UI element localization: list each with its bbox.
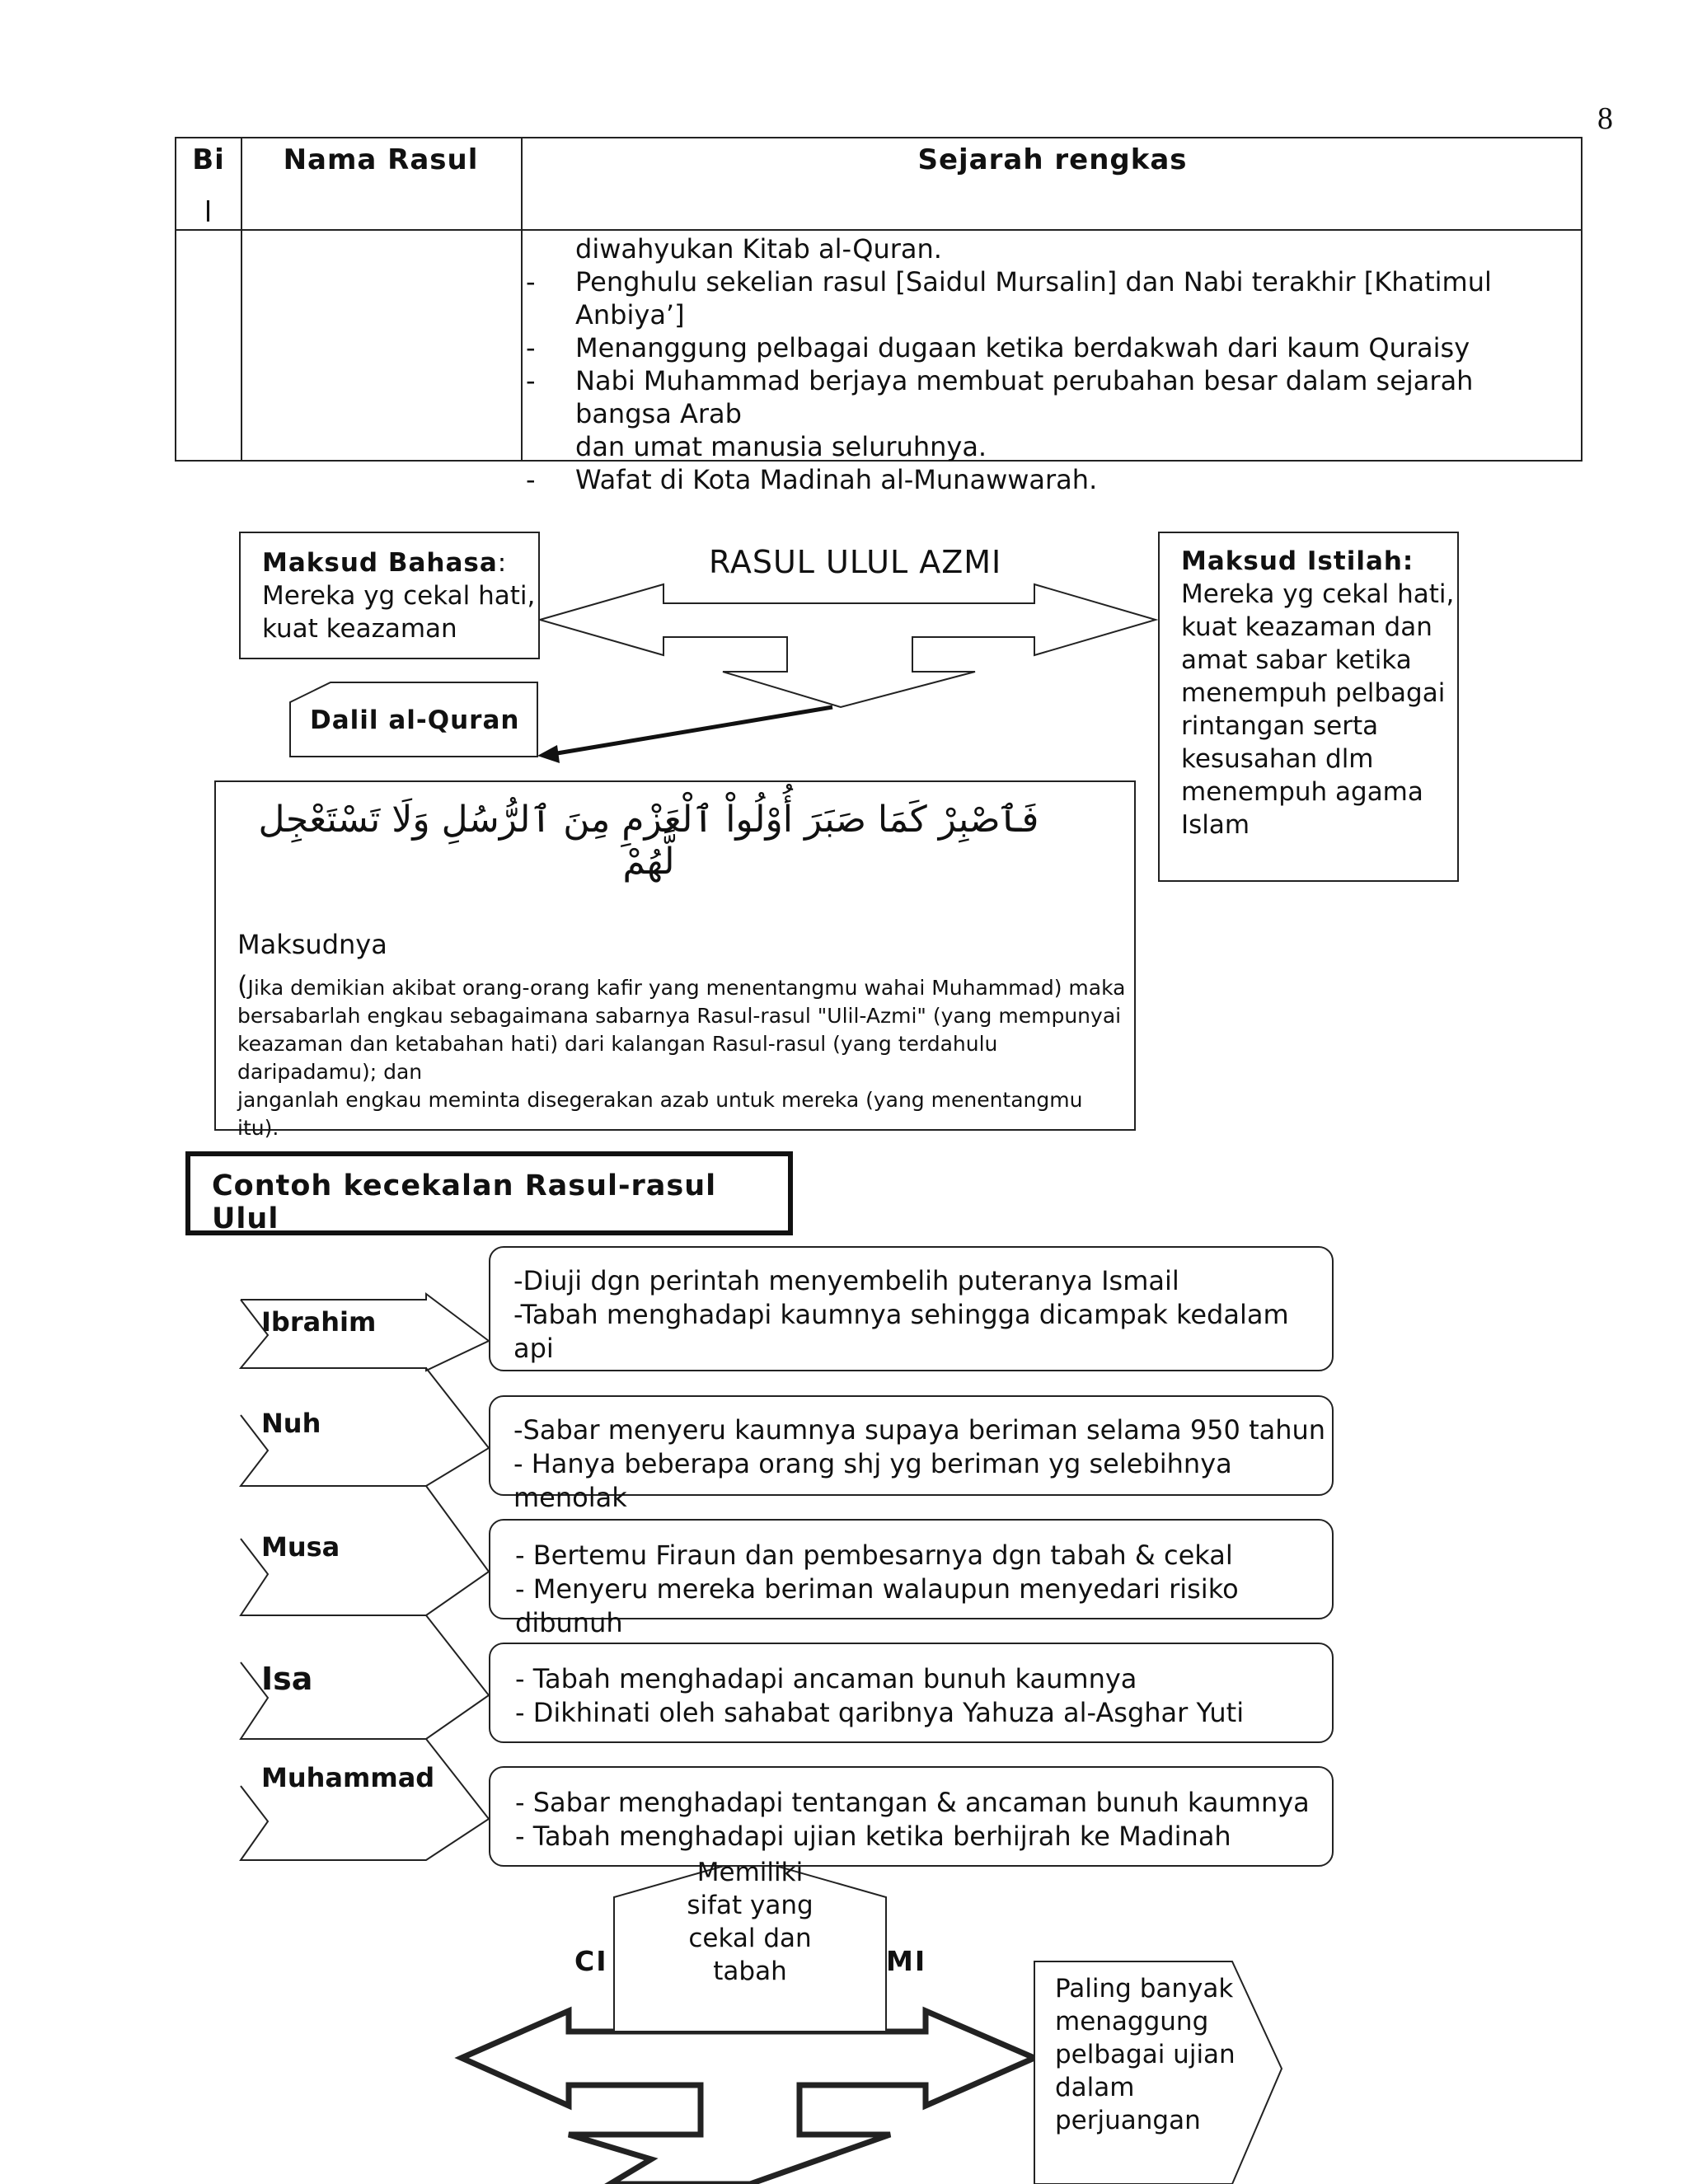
rasul-name: Musa bbox=[261, 1531, 340, 1563]
col-sejarah-header: Sejarah rengkas bbox=[917, 143, 1188, 176]
col-bil-header-2: l bbox=[204, 196, 213, 229]
contoh-line: -Tabah menghadapi kaumnya sehingga dicampak kedalam api bbox=[513, 1299, 1289, 1364]
maksud-istilah-line: Mereka yg cekal hati, bbox=[1181, 579, 1455, 609]
maksud-bahasa-line: kuat keazaman bbox=[262, 614, 457, 644]
sejarah-line: - Nabi Muhammad berjaya membuat perubahan besar dalam sejarah bangsa Arab bbox=[526, 365, 1474, 429]
contoh-line: -Diuji dgn perintah menyembelih puteranya Ismail bbox=[513, 1265, 1179, 1296]
memiliki-text bbox=[614, 1856, 886, 1988]
translation-paren: ( bbox=[237, 970, 248, 1001]
sejarah-line: - Wafat di Kota Madinah al-Munawwarah. bbox=[526, 464, 1098, 495]
contoh-item-musa bbox=[489, 1519, 1334, 1638]
sejarah-line: diwahyukan Kitab al-Quran. bbox=[575, 233, 942, 265]
ciri-title-right: MI bbox=[886, 1945, 927, 1977]
contoh-line: - Bertemu Firaun dan pembesarnya dgn tabah & cekal bbox=[515, 1540, 1233, 1571]
paling-line: menaggung bbox=[1055, 2007, 1209, 2036]
rasul-name: Nuh bbox=[261, 1408, 321, 1439]
translation-line: janganlah engkau meminta disegerakan azab untuk mereka (yang menentangmu itu). bbox=[237, 1088, 1083, 1140]
maksud-bahasa-box bbox=[239, 532, 540, 659]
contoh-line: - Dikhinati oleh sahabat qaribnya Yahuza al-Asghar Yuti bbox=[515, 1697, 1245, 1728]
paling-text bbox=[1055, 1972, 1236, 2137]
maksud-istilah-line: Islam bbox=[1181, 810, 1250, 840]
maksud-istilah-heading: Maksud Istilah: bbox=[1181, 546, 1414, 576]
rasul-ulul-azmi-title: RASUL ULUL AZMI bbox=[709, 544, 1002, 580]
paling-line: dalam bbox=[1055, 2073, 1135, 2102]
maksud-istilah-line: kuat keazaman dan bbox=[1181, 612, 1432, 642]
dalil-label: Dalil al-Quran bbox=[310, 705, 520, 735]
maksud-istilah-line: amat sabar ketika bbox=[1181, 645, 1412, 675]
maksud-istilah-line: menempuh agama bbox=[1181, 777, 1423, 807]
dalil-pointer-line bbox=[552, 707, 832, 754]
maksud-istilah-box bbox=[1158, 532, 1459, 882]
col-bil-header: Bi bbox=[192, 143, 225, 176]
translation-line: keazaman dan ketabahan hati) dari kalangan Rasul-rasul (yang terdahulu daripadamu); dan bbox=[237, 1032, 998, 1084]
maksud-bahasa-line: Mereka yg cekal hati, bbox=[262, 581, 536, 611]
quran-box bbox=[214, 780, 1136, 1140]
double-arrow-shape bbox=[540, 584, 1156, 707]
rasul-name: Muhammad bbox=[261, 1762, 435, 1793]
rasul-name: Ibrahim bbox=[261, 1306, 377, 1338]
sejarah-line: dan umat manusia seluruhnya. bbox=[575, 431, 987, 462]
page-number: 8 bbox=[1597, 101, 1613, 136]
maksud-istilah-line: menempuh pelbagai bbox=[1181, 678, 1446, 708]
contoh-line: - Hanya beberapa orang shj yg beriman yg selebihnya menolak bbox=[513, 1448, 1232, 1513]
memiliki-line: Memiliki bbox=[696, 1858, 804, 1887]
cross-arrow-shape bbox=[462, 2011, 1034, 2184]
maksud-istilah-line: kesusahan dlm bbox=[1181, 744, 1374, 774]
paling-line: Paling banyak bbox=[1055, 1974, 1234, 2004]
contoh-item-ibrahim bbox=[489, 1246, 1334, 1371]
paling-line: pelbagai ujian bbox=[1055, 2040, 1236, 2069]
contoh-item-muhammad bbox=[489, 1766, 1334, 1867]
maksud-bahasa-heading: Maksud Bahasa bbox=[262, 548, 498, 578]
contoh-line: -Sabar menyeru kaumnya supaya beriman selama 950 tahun bbox=[513, 1414, 1326, 1446]
contoh-line: - Tabah menghadapi ancaman bunuh kaumnya bbox=[515, 1663, 1137, 1694]
contoh-line: - Menyeru mereka beriman walaupun menyedari risiko dibunuh bbox=[515, 1573, 1239, 1638]
memiliki-line: tabah bbox=[713, 1957, 787, 1986]
rasul-name: Isa bbox=[261, 1661, 313, 1697]
translation-line: Jika demikian akibat orang-orang kafir yang menentangmu wahai Muhammad) maka bbox=[247, 976, 1126, 1000]
sejarah-line: - Menanggung pelbagai dugaan ketika berdakwah dari kaum Quraisy bbox=[526, 332, 1470, 363]
ciri-title-left: CI bbox=[574, 1945, 608, 1977]
contoh-item-nuh bbox=[489, 1395, 1334, 1513]
quran-verse: فَٱصْبِرْ كَمَا صَبَرَ أُوْلُواْ ٱلْعَزْمِ مِنَ ٱلرُّسُلِ وَلَا تَسْتَعْجِل لَّهُمْ bbox=[258, 799, 1039, 883]
contoh-item-isa bbox=[489, 1643, 1334, 1743]
dalil-pointer-head bbox=[537, 745, 560, 763]
col-nama-header: Nama Rasul bbox=[283, 143, 479, 176]
translation-line: bersabarlah engkau sebagaimana sabarnya Rasul-rasul "Ulil-Azmi" (yang mempunyai bbox=[237, 1004, 1122, 1028]
memiliki-line: cekal dan bbox=[688, 1924, 812, 1953]
contoh-line: - Sabar menghadapi tentangan & ancaman bunuh kaumnya bbox=[515, 1787, 1310, 1818]
quran-translation bbox=[237, 972, 1128, 1142]
memiliki-line: sifat yang bbox=[687, 1891, 814, 1920]
maksud-istilah-line: rintangan serta bbox=[1181, 711, 1379, 741]
maksudnya-label: Maksudnya bbox=[237, 929, 387, 960]
paling-line: perjuangan bbox=[1055, 2106, 1201, 2135]
maksud-bahasa-colon: : bbox=[497, 548, 507, 578]
sejarah-line: - Penghulu sekelian rasul [Saidul Mursalin] dan Nabi terakhir [Khatimul Anbiya’] bbox=[526, 266, 1492, 330]
contoh-line: - Tabah menghadapi ujian ketika berhijrah ke Madinah bbox=[515, 1821, 1231, 1852]
contoh-title: Contoh kecekalan Rasul-rasul Ulul bbox=[212, 1169, 717, 1235]
contoh-title-box bbox=[185, 1151, 793, 1235]
